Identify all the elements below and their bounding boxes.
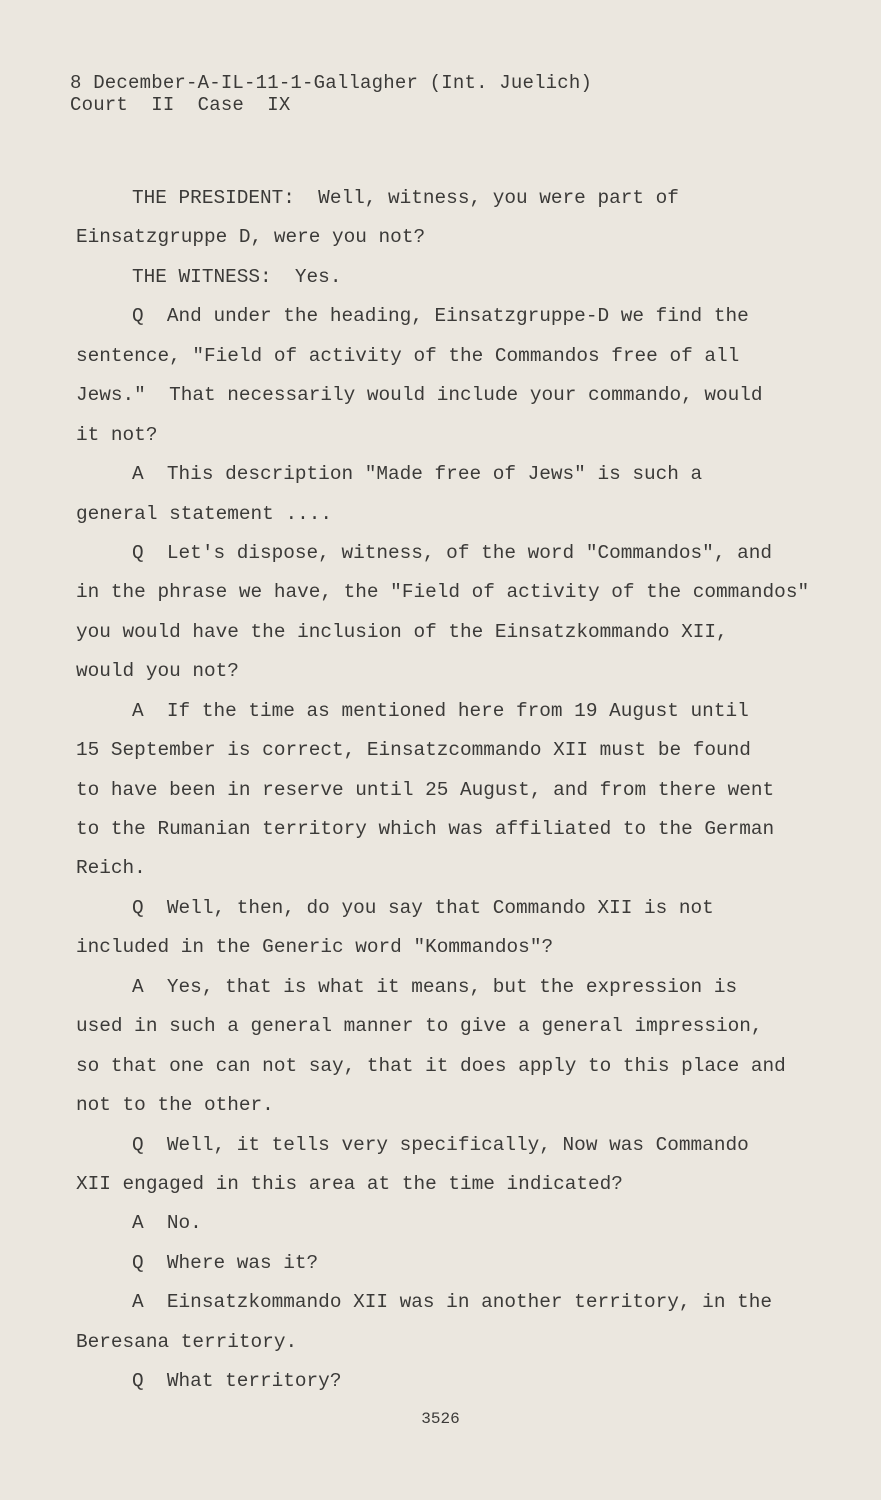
transcript-line: in the phrase we have, the "Field of activity of the commandos" <box>76 581 810 604</box>
transcript-line: Q Well, then, do you say that Commando XII is not <box>132 896 714 919</box>
transcript-line: Q What territory? <box>132 1370 342 1393</box>
transcript-line: A This description "Made free of Jews" is such a <box>132 463 703 486</box>
transcript-line: Reich. <box>76 857 146 880</box>
transcript-line: to the Rumanian territory which was affiliated to the German <box>76 818 775 840</box>
transcript-line: Q Where was it? <box>132 1251 319 1274</box>
transcript-body <box>76 185 856 1408</box>
transcript-line: included in the Generic word "Kommandos"? <box>76 936 554 959</box>
transcript-line: 15 September is correct, Einsatzcommando XII must be found <box>76 739 751 762</box>
document-header-line-2: Court II Case IX <box>70 94 291 116</box>
transcript-line: THE WITNESS: Yes. <box>132 265 342 288</box>
transcript-line: sentence, "Field of activity of the Commandos free of all <box>76 344 740 367</box>
document-header-line-1: 8 December-A-IL-11-1-Gallagher (Int. Juelich) <box>70 72 593 94</box>
transcript-line: Jews." That necessarily would include your commando, would <box>76 384 763 407</box>
transcript-line: you would have the inclusion of the Einsatzkommando XII, <box>76 620 728 643</box>
transcript-line: A No. <box>132 1212 202 1235</box>
transcript-line: Q Let's dispose, witness, of the word "Commandos", and <box>132 541 772 564</box>
transcript-line: Einsatzgruppe D, were you not? <box>76 226 426 249</box>
transcript-line: Beresana territory. <box>76 1330 298 1353</box>
transcript-line: it not? <box>76 423 158 446</box>
transcript-line: A Einsatzkommando XII was in another territory, in the <box>132 1291 772 1314</box>
transcript-line: would you not? <box>76 660 239 683</box>
transcript-line: to have been in reserve until 25 August, and from there went <box>76 778 775 801</box>
transcript-line: Q And under the heading, Einsatzgruppe-D we find the <box>132 305 749 328</box>
transcript-line: not to the other. <box>76 1094 274 1117</box>
page-number: 3526 <box>421 1410 460 1428</box>
transcript-line: Q Well, it tells very specifically, Now was Commando <box>132 1133 749 1156</box>
transcript-line: used in such a general manner to give a general impression, <box>76 1015 763 1038</box>
transcript-line: A If the time as mentioned here from 19 August until <box>132 699 749 722</box>
transcript-line: general statement .... <box>76 502 332 525</box>
transcript-line: A Yes, that is what it means, but the expression is <box>132 975 738 998</box>
transcript-line: THE PRESIDENT: Well, witness, you were part of <box>132 187 679 209</box>
transcript-line: XII engaged in this area at the time indicated? <box>76 1172 623 1195</box>
transcript-line: so that one can not say, that it does apply to this place and <box>76 1054 786 1077</box>
